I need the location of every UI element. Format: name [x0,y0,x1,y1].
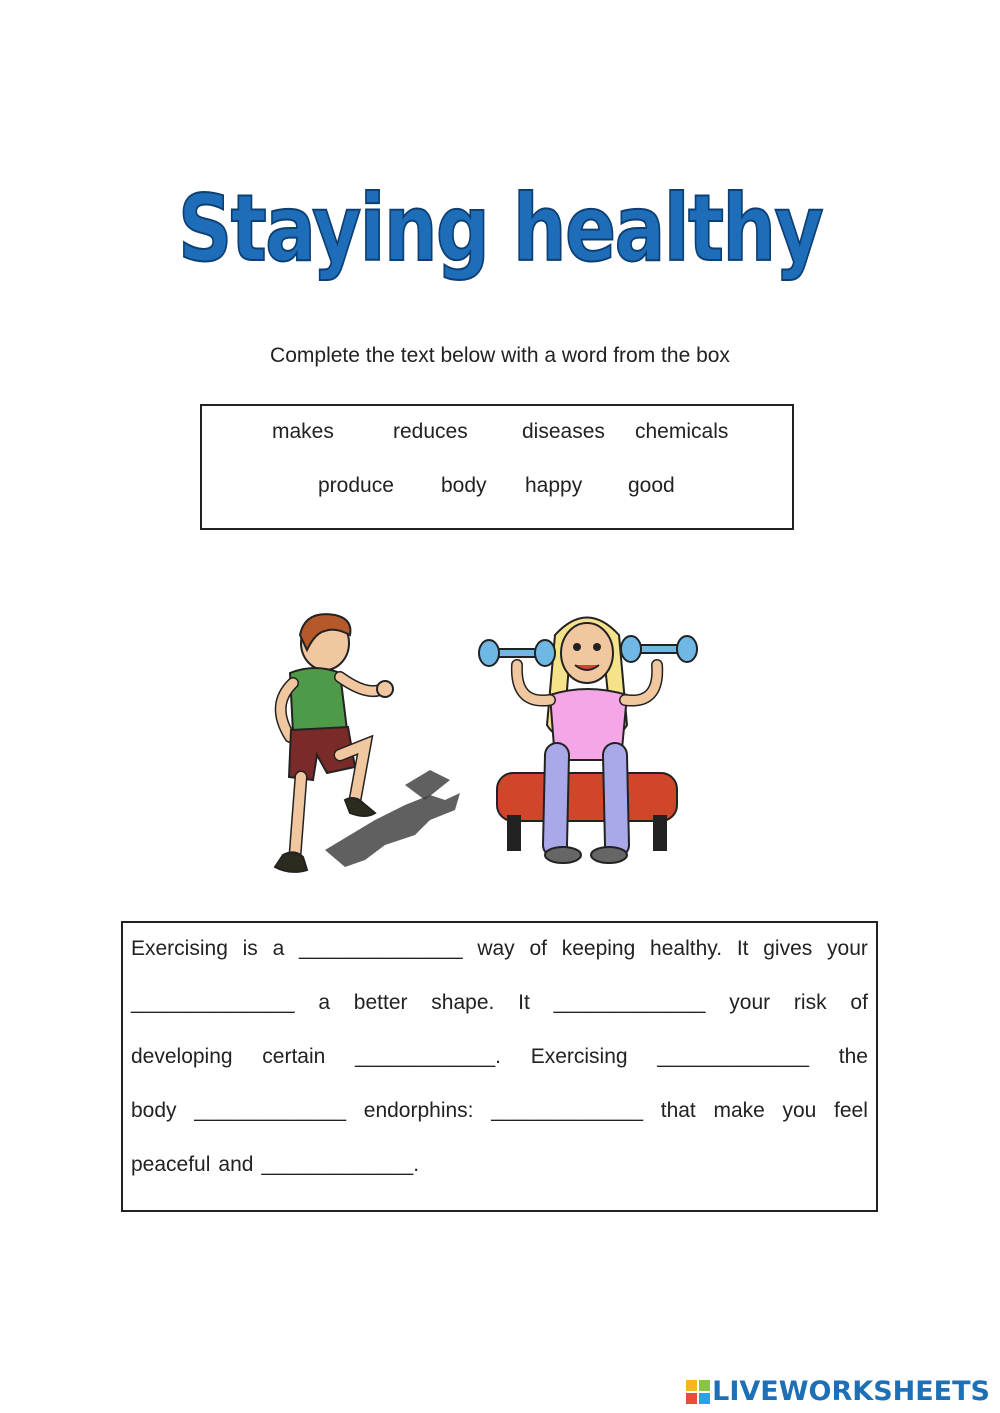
passage-word: your [827,937,868,960]
liveworksheets-logo-icon [686,1380,710,1404]
passage-word: that [660,1099,696,1122]
passage-word: the [838,1045,868,1068]
word-bank-item: body [441,474,487,497]
passage-word: better [353,991,408,1014]
passage-line [131,927,868,981]
word-bank-item: produce [318,474,394,497]
passage-word: your [729,991,771,1014]
passage-word: developing [131,1045,233,1068]
word-bank-item: diseases [522,420,605,443]
word-bank-item: reduces [393,420,468,443]
passage-word: of [850,991,868,1014]
worksheet-title: Staying healthy [178,175,822,282]
answer-blank[interactable]: _____________. [261,1153,420,1176]
answer-blank[interactable]: ____________. [355,1045,501,1068]
boy-exercising-image [275,614,460,872]
passage-word: certain [262,1045,326,1068]
passage-line [131,1143,868,1197]
answer-blank[interactable]: _____________ [657,1045,810,1068]
passage-word: keeping [561,937,636,960]
passage-word: peaceful [131,1153,211,1176]
passage-word: way [477,937,515,960]
liveworksheets-logo [686,1376,990,1407]
passage-line [131,981,868,1035]
instruction-text: Complete the text below with a word from the box [270,344,730,367]
girl-exercising-image [479,618,697,864]
passage-line [131,1089,868,1143]
passage-word: a [272,937,285,960]
passage-word: of [529,937,547,960]
passage-word: healthy. [650,937,723,960]
passage-line [131,1035,868,1089]
passage-word: you [782,1099,817,1122]
brand-name: LIVEWORKSHEETS [712,1376,990,1407]
passage-word: make [713,1099,765,1122]
answer-blank[interactable]: _____________ [553,991,706,1014]
answer-blank[interactable]: ______________ [131,991,295,1014]
passage-word: It [736,937,749,960]
passage-box [121,921,878,1212]
word-box [200,404,794,530]
passage-word: It [518,991,530,1014]
illustrations [255,605,705,895]
passage-word: a [318,991,330,1014]
passage-word: gives [763,937,813,960]
word-bank-item: chemicals [635,420,729,443]
answer-blank[interactable]: ______________ [299,937,463,960]
word-bank-item: makes [272,420,334,443]
word-bank-item: good [628,474,675,497]
passage-word: shape. [431,991,495,1014]
answer-blank[interactable]: _____________ [491,1099,644,1122]
passage-word: body [131,1099,177,1122]
passage-word: risk [793,991,827,1014]
passage-word: feel [834,1099,868,1122]
exercise-illustration [255,605,705,895]
word-bank-item: happy [525,474,583,497]
answer-blank[interactable]: _____________ [194,1099,347,1122]
passage-word: Exercising [530,1045,628,1068]
passage-word: endorphins: [363,1099,474,1122]
passage-word: and [218,1153,254,1176]
passage-word: Exercising [131,937,228,960]
passage-word: is [242,937,258,960]
